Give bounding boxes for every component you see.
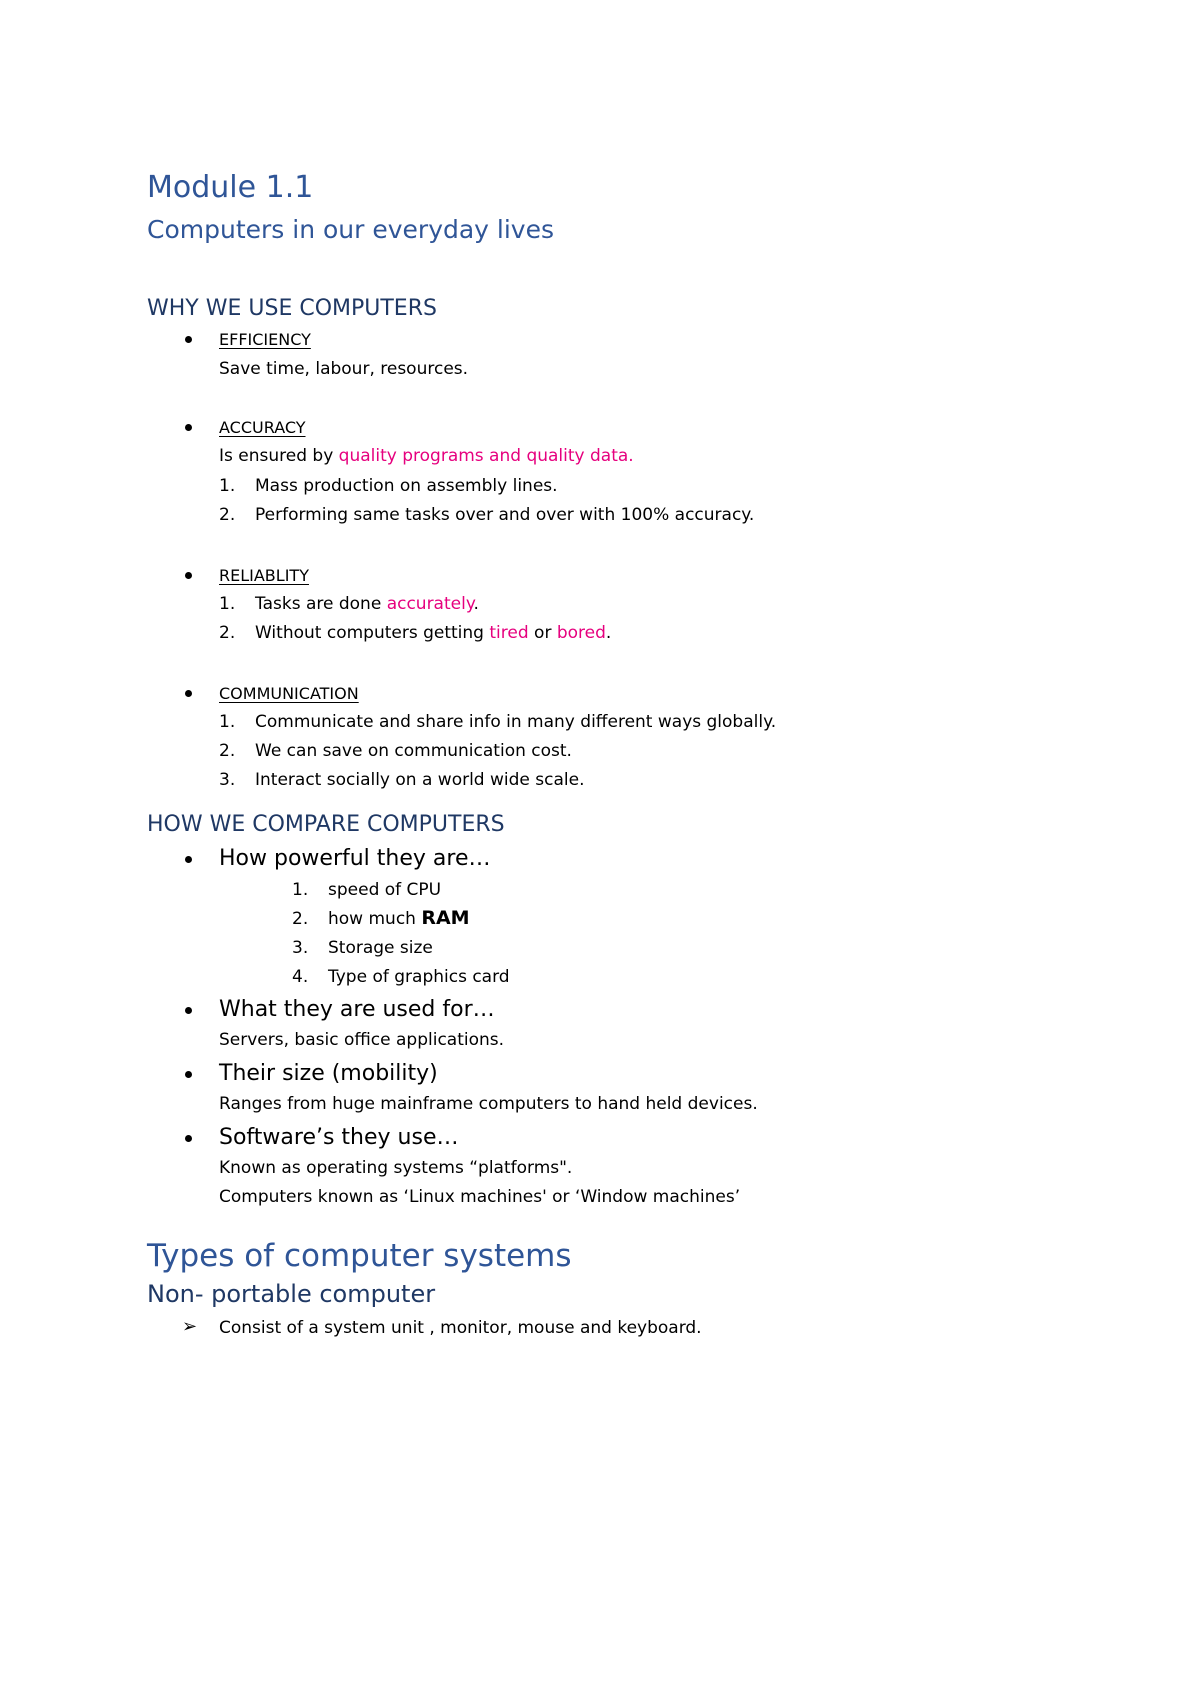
types-heading: Types of computer systems [147, 1238, 572, 1274]
reliability-item1-suffix: . [473, 594, 479, 614]
bullet-icon [185, 572, 192, 579]
arrowhead-right-icon: ➢ [182, 1316, 198, 1337]
list-number: 2. [292, 909, 309, 929]
software-text-1: Known as operating systems “platforms". [219, 1158, 573, 1178]
reliability-item2-suffix: . [605, 623, 612, 643]
list-item [255, 596, 479, 613]
list-item: Storage size [328, 938, 433, 958]
list-number: 1. [219, 594, 236, 614]
ram-item-prefix: how much [328, 909, 422, 929]
accuracy-text-highlight: quality programs and quality data. [338, 446, 634, 466]
section-heading-how: HOW WE COMPARE COMPUTERS [147, 812, 505, 837]
page-subtitle: Computers in our everyday lives [147, 215, 555, 244]
accuracy-text-prefix: Is ensured by [219, 446, 339, 466]
list-number: 1. [292, 880, 309, 900]
size-text: Ranges from huge mainframe computers to hand held devices. [219, 1094, 758, 1114]
software-text-2: Computers known as ‘Linux machines' or ‘Window machines’ [219, 1187, 741, 1207]
efficiency-text: Save time, labour, resources. [219, 359, 469, 379]
list-item [255, 625, 611, 642]
list-number: 4. [292, 967, 309, 987]
bullet-icon [185, 1071, 192, 1078]
list-item: Interact socially on a world wide scale. [255, 770, 585, 790]
list-number: 3. [292, 938, 309, 958]
reliability-item2-middle: or [528, 623, 557, 643]
bullet-icon [185, 336, 192, 343]
powerful-label: How powerful they are… [219, 846, 491, 871]
bullet-icon [185, 1135, 192, 1142]
list-item: speed of CPU [328, 880, 442, 900]
reliability-item1-highlight: accurately [386, 594, 474, 614]
list-number: 1. [219, 712, 236, 732]
bullet-icon [185, 690, 192, 697]
list-item: Type of graphics card [328, 967, 510, 987]
list-item: Consist of a system unit , monitor, mouse and keyboard. [219, 1318, 702, 1338]
accuracy-text [219, 448, 634, 465]
used-for-label: What they are used for… [219, 997, 495, 1022]
list-number: 2. [219, 741, 236, 761]
ram-item-bold: RAM [421, 907, 470, 929]
list-number: 2. [219, 505, 236, 525]
list-item: Mass production on assembly lines. [255, 476, 558, 496]
non-portable-heading: Non- portable computer [147, 1280, 436, 1308]
list-item: We can save on communication cost. [255, 741, 572, 761]
reliability-item2-prefix: Without computers getting [255, 623, 490, 643]
list-number: 2. [219, 623, 236, 643]
bullet-icon [185, 856, 192, 863]
efficiency-label: EFFICIENCY [219, 330, 311, 349]
list-number: 1. [219, 476, 236, 496]
used-for-text: Servers, basic office applications. [219, 1030, 505, 1050]
reliability-item2-highlight2: bored [556, 623, 606, 643]
reliability-label: RELIABLITY [219, 566, 309, 585]
software-label: Software’s they use… [219, 1125, 459, 1150]
communication-label: COMMUNICATION [219, 684, 359, 703]
reliability-item1-prefix: Tasks are done [255, 594, 387, 614]
list-item: Communicate and share info in many different ways globally. [255, 712, 777, 732]
section-heading-why: WHY WE USE COMPUTERS [147, 296, 437, 321]
bullet-icon [185, 1007, 192, 1014]
list-item [328, 909, 470, 928]
accuracy-label: ACCURACY [219, 418, 306, 437]
list-item: Performing same tasks over and over with 100% accuracy. [255, 505, 755, 525]
reliability-item2-highlight1: tired [489, 623, 529, 643]
bullet-icon [185, 424, 192, 431]
list-number: 3. [219, 770, 236, 790]
page-title: Module 1.1 [147, 170, 314, 205]
size-label: Their size (mobility) [219, 1061, 438, 1086]
